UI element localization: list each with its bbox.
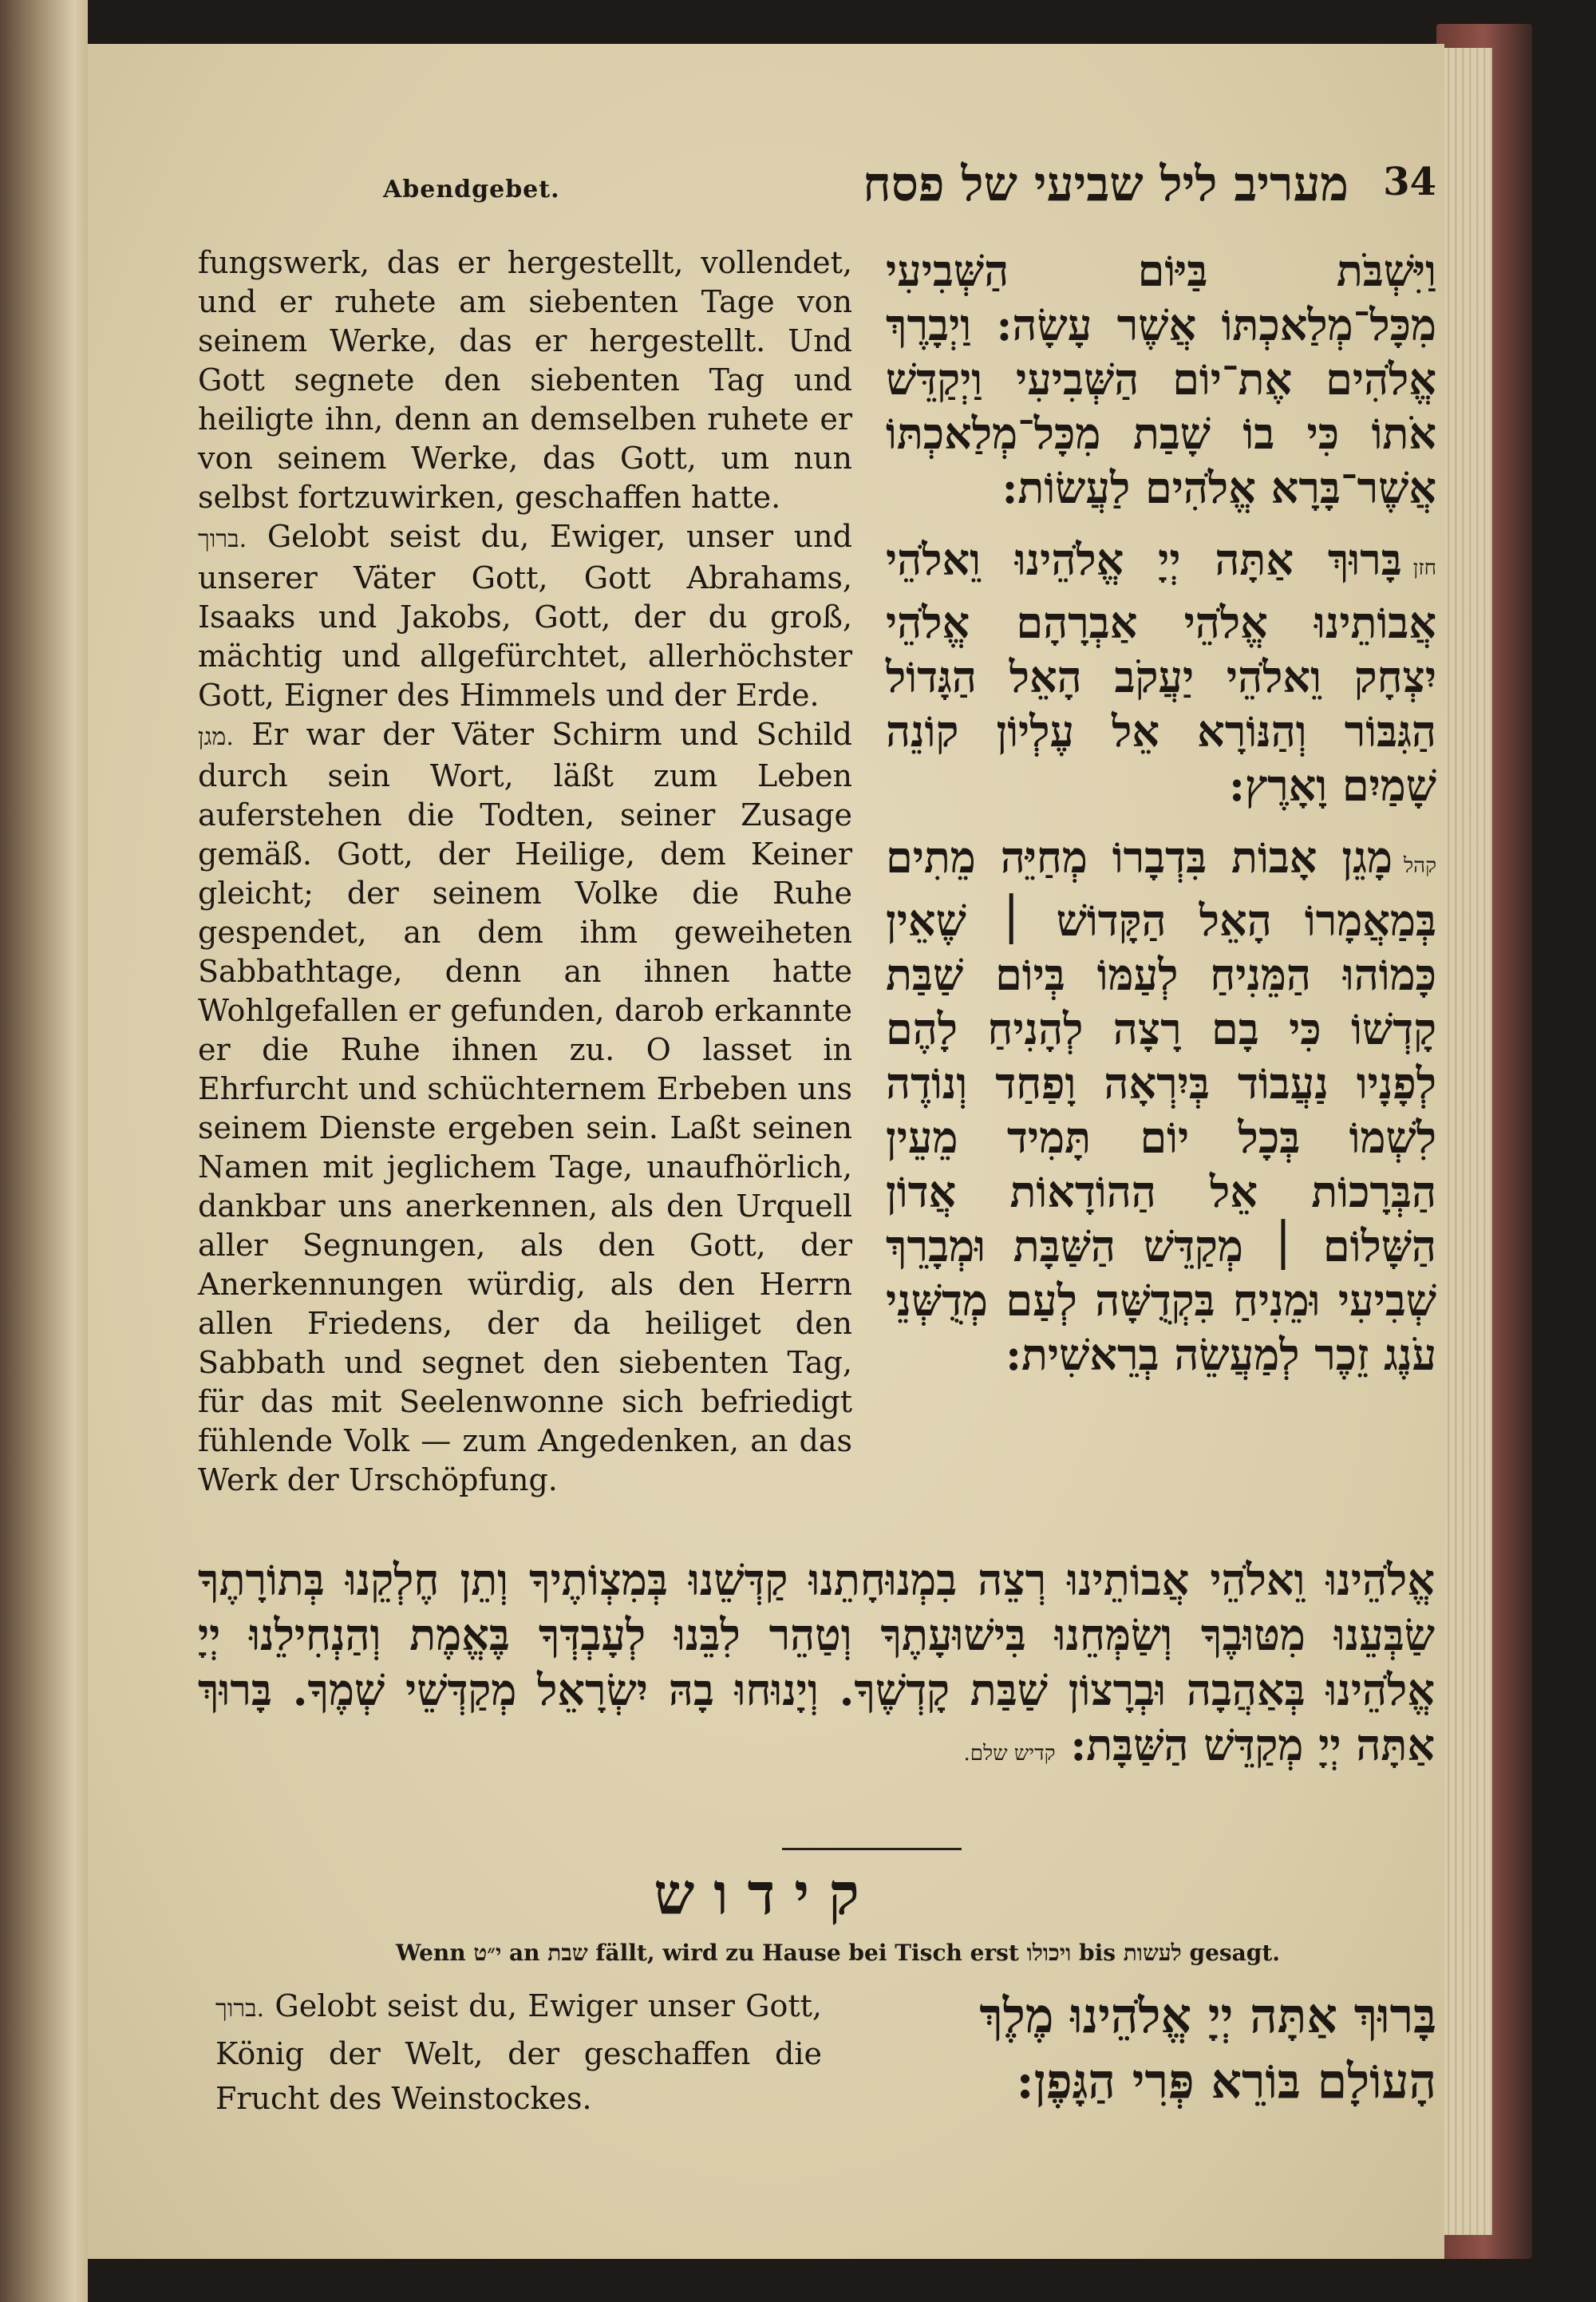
rubric-chazan: חזן [1412, 556, 1436, 580]
section-divider [782, 1848, 962, 1850]
full-width-hebrew [198, 1552, 1435, 1782]
header-hebrew-title: מעריב ליל שביעי של פסח [863, 156, 1349, 212]
rubric-kahal: קהל [1403, 854, 1436, 878]
german-paragraph-2 [198, 517, 852, 715]
kiddush-note: Wenn י״ט an שבת fällt, wird zu Hause bei Tisch erst ויכולו bis לעשות gesagt. [395, 1940, 1281, 1966]
german-paragraph-1: fungswerk, das er hergestellt, vollendet, und er ruhete am siebenten Tage von seinem Werke, das er hergestellt. Und Gott segnete den siebenten Tag und heiligte ihn, denn an demselben ruhete er von seinem Werke, das Gott, um nun selbst fortzuwirken, geschaffen hatte. [198, 245, 852, 515]
hebrew-column [886, 243, 1436, 1399]
german-paragraph-3 [198, 715, 852, 1500]
header-german-title: Abendgebet. [383, 176, 560, 204]
full-width-hebrew-text: אֱלֹהֵינוּ וֵאלֹהֵי אֲבוֹתֵינוּ רְצֵה בִמְנוּחָתֵנוּ קַדְּשֵׁנוּ בְּמִצְוֹתֶיךָ וְתֵן חֶלְקֵנוּ בְּתוֹרָתֶךָ שַׂבְּעֵנוּ מִטּוּבֶךָ וְשַׂמְּחֵנוּ בִּישׁוּעָתֶךָ וְטַהֵר לִבֵּנוּ לְעָבְדְּךָ בֶּאֱמֶת וְהַנְחִילֵנוּ יְיָ אֱלֹהֵינוּ בְּאַהֲבָה וּבְרָצוֹן שַׁבַּת קָדְשֶׁךָ. וְיָנוּחוּ בָהּ יִשְׂרָאֵל מְקַדְּשֵׁי שְׁמֶךָ. בָּרוּךְ אַתָּה יְיָ מְקַדֵּשׁ הַשַּׁבָּת: [198, 1554, 1435, 1770]
german-column [198, 243, 852, 1500]
kiddush-hebrew: בָּרוּךְ אַתָּה יְיָ אֱלֹהֵינוּ מֶלֶךְ הָעוֹלָם בּוֹרֵא פְּרִי הַגָּפֶן: [979, 1988, 1436, 2110]
german-paragraph-3-hebrew-cue: מגן. [198, 723, 234, 751]
kaddish-instruction: קדיש שלם. [963, 1742, 1056, 1766]
hebrew-paragraph-3 [886, 830, 1436, 1382]
hebrew-paragraph-2-text: בָּרוּךְ אַתָּה יְיָ אֱלֹהֵינוּ וֵאלֹהֵי אֲבוֹתֵינוּ אֱלֹהֵי אַבְרָהָם אֱלֹהֵי יִצְחָק וֵאלֹהֵי יַעֲקֹב הָאֵל הַגָּדוֹל הַגִּבּוֹר וְהַנּוֹרָא אֵל עֶלְיוֹן קוֹנֵה שָׁמַיִם וָאָרֶץ: [886, 534, 1436, 811]
german-paragraph-2-text: Gelobt seist du, Ewiger, unser und unserer Väter Gott, Gott Abrahams, Isaaks und Jakobs, Gott, der du groß, mächtig und allgefürchtet, allerhöchster Gott, Eigner des Himmels und der Erde. [198, 519, 852, 713]
hebrew-paragraph-2 [886, 532, 1436, 813]
book-page [88, 44, 1444, 2259]
hebrew-paragraph-3-text: מָגֵן אָבוֹת בִּדְבָרוֹ מְחַיֵּה מֵתִים בְּמַאֲמָרוֹ הָאֵל הַקָּדוֹשׁ ׀ שֶׁאֵין כָּמוֹהוּ הַמֵּנִיחַ לְעַמּוֹ בְּיוֹם שַׁבַּת קָדְשׁוֹ כִּי בָם רָצָה לְהָנִיחַ לָהֶם לְפָנָיו נַעֲבוֹד בְּיִרְאָה וָפַחַד וְנוֹדֶה לִשְׁמוֹ בְּכָל יוֹם תָּמִיד מֵעֵין הַבְּרָכוֹת אֵל הַהוֹדָאוֹת אֲדוֹן הַשָּׁלוֹם ׀ מְקַדֵּשׁ הַשַּׁבָּת וּמְבָרֵךְ שְׁבִיעִי וּמֵנִיחַ בִּקְדֻשָּׁה לְעַם מְדֻשְּׁנֵי עֹנֶג זֵכֶר לְמַעֲשֵׂה בְרֵאשִׁית: [886, 832, 1436, 1380]
kiddush-german [215, 1984, 822, 2121]
kiddush-german-text: Gelobt seist du, Ewiger unser Gott, König der Welt, der geschaffen die Frucht des Weinstockes. [215, 1988, 822, 2116]
book-left-edge [0, 0, 88, 2302]
page-number: 34 [1383, 160, 1436, 204]
kiddush-german-hebrew-cue: ברוך. [215, 1995, 265, 2023]
german-paragraph-3-text: Er war der Väter Schirm und Schild durch sein Wort, läßt zum Leben auferstehen die Todten, seiner Zusage gemäß. Gott, der Heilige, dem Keiner gleicht; der seinem Volke die Ruhe gespendet, an dem ihm geweiheten Sabbathtage, denn an ihnen hatte Wohlgefallen er gefunden, darob erkannte er die Ruhe ihnen zu. O lasset in Ehrfurcht und schüchternem Erbeben uns seinem Dienste ergeben sein. Laßt seinen Namen mit jeglichem Tage, unaufhörlich, dankbar uns anerkennen, als den Urquell aller Segnungen, als den Gott, der Anerkennungen würdig, als den Herrn allen Friedens, der da heiliget den Sabbath und segnet den siebenten Tag, für das mit Seelenwonne sich befriedigt fühlende Volk — zum Angedenken, an das Werk der Urschöpfung. [198, 717, 852, 1497]
hebrew-paragraph-1: וַיִּשְׁבֹּת בַּיּוֹם הַשְּׁבִיעִי מִכָּל־מְלַאכְתּוֹ אֲשֶׁר עָשָׂה: וַיְבָרֶךְ אֱלֹהִים אֶת־יוֹם הַשְּׁבִיעִי וַיְקַדֵּשׁ אֹתוֹ כִּי בוֹ שָׁבַת מִכָּל־מְלַאכְתּוֹ אֲשֶׁר־בָּרָא אֱלֹהִים לַעֲשׂוֹת: [886, 245, 1436, 513]
german-paragraph-2-hebrew-cue: ברוך. [198, 525, 247, 553]
page-header [383, 152, 1436, 223]
kiddush-title: קידוש [654, 1860, 879, 1928]
